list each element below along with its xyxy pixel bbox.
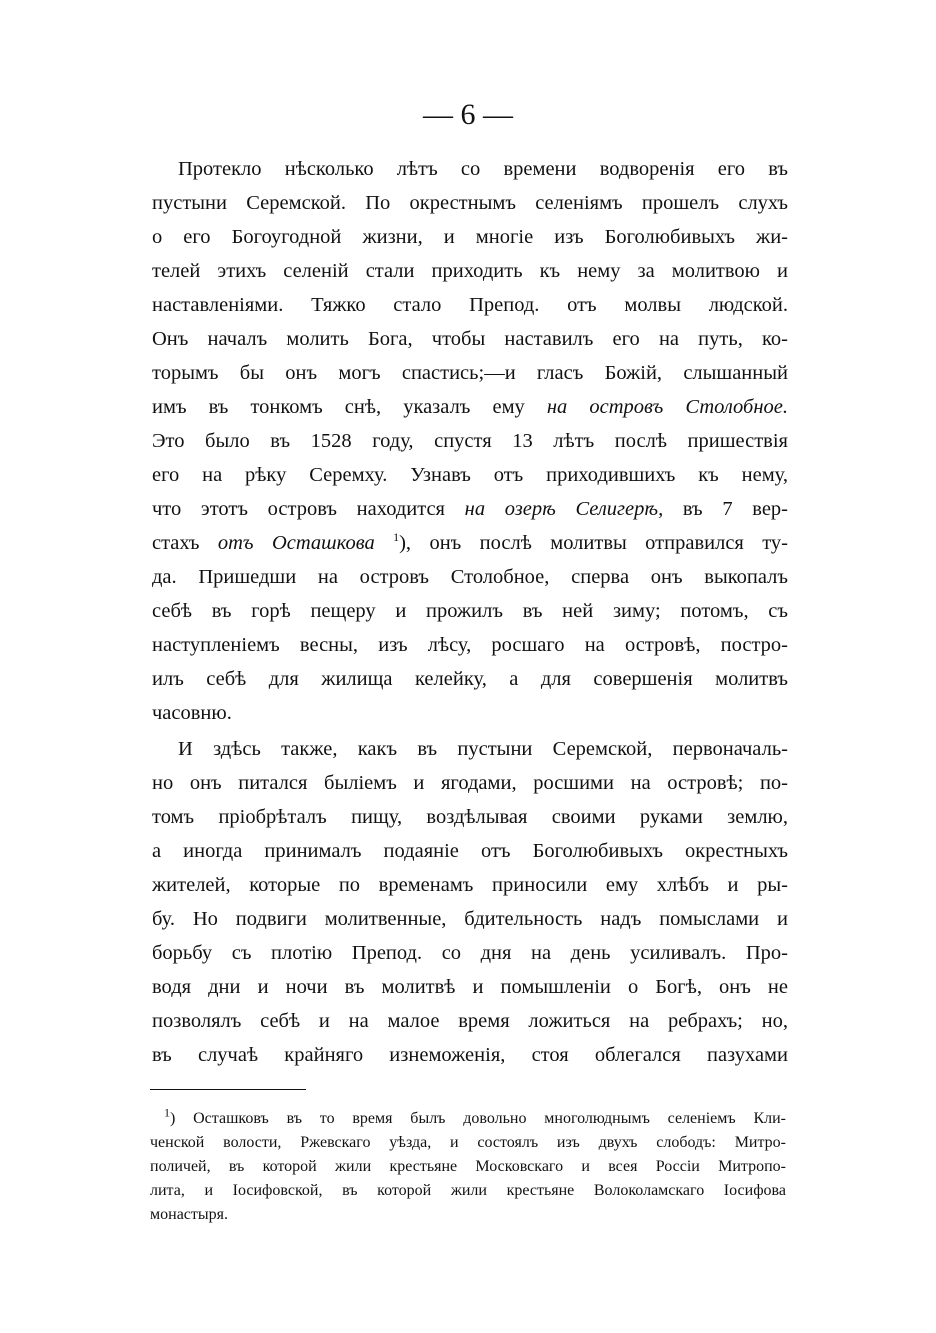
text-line: Протекло нѣсколько лѣтъ со времени водворенія его въ — [178, 158, 788, 180]
text-line: наступленіемъ весны, изъ лѣсу, росшаго на островѣ, постро- — [152, 634, 788, 656]
text-line: имъ въ тонкомъ снѣ, указалъ ему на островъ Столобное. — [152, 396, 788, 418]
footnote-ref: 1 — [393, 530, 400, 545]
text-line: позволялъ себѣ и на малое время ложиться на ребрахъ; но, — [152, 1010, 788, 1032]
text-line: И здѣсь также, какъ въ пустыни Серемской, первоначаль- — [178, 738, 788, 760]
footnote-line: монастыря. — [150, 1206, 228, 1223]
text-line: но онъ питался быліемъ и ягодами, росшими на островѣ; по- — [152, 772, 788, 794]
text-line: о его Богоугодной жизни, и многіе изъ Боголюбивыхъ жи- — [152, 226, 788, 248]
text-line: пустыни Серемской. По окрестнымъ селеніямъ прошелъ слухъ — [152, 192, 788, 214]
text-line: торымъ бы онъ могъ спастись;—и гласъ Божій, слышанный — [152, 362, 788, 384]
text-line: Онъ началъ молить Бога, чтобы наставилъ его на путь, ко- — [152, 328, 788, 350]
text-line: наставленіями. Тяжко стало Препод. отъ молвы людской. — [152, 294, 788, 316]
text-line: а иногда принималъ подаяніе отъ Боголюбивыхъ окрестныхъ — [152, 840, 788, 862]
footnote-marker: 1 — [164, 1105, 170, 1120]
text-line: его на рѣку Серемху. Узнавъ отъ приходившихъ къ нему, — [152, 464, 788, 486]
footnote-line: лита, и Іосифовской, въ которой жили крестьяне Волоколамскаго Іосифова — [150, 1182, 786, 1199]
footnote-divider — [150, 1089, 306, 1090]
text-line: томъ пріобрѣталъ пищу, воздѣлывая своими руками землю, — [152, 806, 788, 828]
text-line: Это было въ 1528 году, спустя 13 лѣтъ послѣ пришествія — [152, 430, 788, 452]
footnote-line: поличей, въ которой жили крестьяне Московскаго и всея Россіи Митропо- — [150, 1158, 786, 1175]
text-line: себѣ въ горѣ пещеру и прожилъ въ ней зиму; потомъ, съ — [152, 600, 788, 622]
text-line: часовню. — [152, 702, 232, 724]
text-line: да. Пришедши на островъ Столобное, сперва онъ выкопалъ — [152, 566, 788, 588]
text-line: водя дни и ночи въ молитвѣ и помышленіи о Богѣ, онъ не — [152, 976, 788, 998]
text-line: что этотъ островъ находится на озерѣ Селигерѣ, въ 7 вер- — [152, 498, 788, 520]
footnote-line: $^1$) Осташковъ въ то время былъ довольно многолюднымъ селеніемъ Кли- — [164, 1105, 786, 1127]
text-line: въ случаѣ крайняго изнеможенія, стоя облегался пазухами — [152, 1044, 788, 1066]
text-line: жителей, которые по временамъ приносили ему хлѣбъ и ры- — [152, 874, 788, 896]
text-line: стахъ отъ Осташкова $^1$), онъ послѣ молитвы отправился ту- — [152, 530, 789, 554]
text-line: илъ себѣ для жилища келейку, а для совершенія молитвъ — [152, 668, 788, 690]
text-line: телей этихъ селеній стали приходить къ нему за молитвою и — [152, 260, 788, 282]
text-line: борьбу съ плотію Препод. со дня на день усиливалъ. Про- — [152, 942, 788, 964]
page-number: — 6 — — [423, 98, 513, 131]
footnote-line: ченской волости, Ржевскаго уѣзда, и состоялъ изъ двухъ слободъ: Митро- — [150, 1134, 786, 1151]
text-line: бу. Но подвиги молитвенные, бдительность надъ помыслами и — [152, 908, 788, 930]
